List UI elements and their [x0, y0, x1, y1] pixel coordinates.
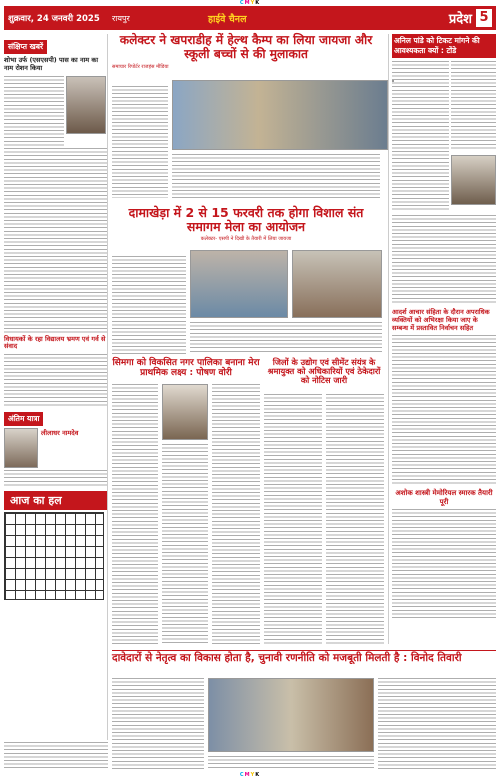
brief1-text — [4, 76, 64, 146]
lead-headline: कलेक्टर ने खपराडीह में हेल्थ कैम्प का लिया जायजा और स्कूली बच्चों से की मुलाकात — [119, 33, 373, 61]
bottom-story — [112, 650, 496, 665]
brief1-title: शोभा उर्फ (एसएसपी) पास का नाम का नाम रोशन किया — [4, 56, 99, 72]
right-photo — [451, 155, 496, 205]
bottom-text-col2 — [378, 678, 496, 770]
lead-photo-1 — [172, 80, 388, 150]
puzzle-head: आज का हल — [4, 491, 107, 510]
brief1-photo — [66, 76, 106, 134]
brief2-text — [4, 354, 107, 406]
story3-photo — [162, 384, 208, 440]
story4-text-col1 — [264, 394, 322, 644]
page-number: 5 — [476, 9, 492, 27]
obit-text — [4, 470, 107, 488]
obit-name: लीलाधर नामदेव — [41, 429, 79, 438]
right-text-2 — [451, 61, 496, 151]
crossword — [4, 512, 104, 600]
right-sub-head: अशोक शास्त्री मेमोरियल स्मारक तैयारी पूरी — [395, 489, 493, 506]
bottom-text-caption — [208, 756, 374, 770]
brief2-title: विधायकों के रहा विद्यालय भ्रमण एवं गर्व से संवाद — [4, 334, 106, 351]
cmyk-marks-top: CMYK — [239, 0, 261, 6]
story3 — [112, 358, 260, 378]
right-text-5 — [392, 509, 496, 619]
brief-head: संक्षिप्त खबरें — [4, 40, 47, 54]
story2-text-col1 — [112, 256, 186, 354]
story3-text-col1 — [112, 384, 158, 644]
left-sidebar — [4, 34, 108, 740]
right-column — [388, 34, 496, 644]
story3-text-col3 — [212, 384, 260, 644]
lead-byline: समाचार रिपोर्टर राजहंस मीडिया — [112, 64, 169, 71]
right-text-3 — [392, 215, 496, 305]
story2-photo-1 — [190, 250, 288, 318]
masthead-city: रायपुर — [112, 13, 130, 23]
section-name: प्रदेश — [448, 12, 472, 27]
bottom-headline: दावेदारों से नेतृत्व का विकास होता है, चुनावी रणनीति को मजबूती मिलती है : विनोद तिवारी — [112, 652, 462, 664]
obit-head: अंतिम यात्रा — [4, 412, 43, 426]
story3-text-col2 — [162, 444, 208, 644]
lead-story — [112, 34, 380, 70]
masthead-date: शुक्रवार, 24 जनवरी 2025 — [8, 13, 100, 24]
story2 — [112, 206, 380, 242]
story4-text-col2 — [326, 394, 384, 644]
story3-headline: सिमगा को विकसित नगर पालिका बनाना मेरा प्राथमिक लक्ष्य : पोषण वोरी — [112, 358, 260, 379]
right-text-1 — [392, 61, 449, 211]
right-head: अनिल पांडे को टिकट मांगने की आवश्यकता क्यों : टोंडे — [392, 34, 496, 58]
story2-byline: कलेक्टर- एसपी ने दिखी के तैयारी में लिया जायजा — [200, 236, 292, 242]
story2-text-cols — [190, 322, 382, 354]
bottom-text-col1 — [112, 678, 204, 770]
story2-headline: दामाखेड़ा में 2 से 15 फरवरी तक होगा विशाल संत समागम मेला का आयोजन — [128, 205, 364, 234]
masthead — [4, 6, 496, 30]
brief1-text-cont — [4, 148, 107, 333]
bottom-photo — [208, 678, 374, 752]
lead-text-cols — [172, 154, 380, 200]
story2-photo-2 — [292, 250, 382, 318]
obit-photo — [4, 428, 38, 468]
cmyk-marks-bottom: CMYK — [239, 772, 261, 778]
story4-headline: जिलों के उद्योग एवं सीमेंट संयंत्र के श्रमायुक्त को अधिकारियों एवं ठेकेदारों को नोटिस जारी — [267, 357, 381, 386]
story4 — [264, 358, 384, 386]
left-bottom-text — [4, 742, 108, 770]
masthead-title: हाईवे चैनल — [208, 13, 247, 25]
right-mid-head: आदर्श आचार संहिता के दौरान अपराधिक व्यक्तियों को अभिरक्षा किया जाए के सम्बन्ध में प्रस्तावित निर्वाचन सहित — [392, 308, 490, 332]
right-text-4 — [392, 335, 496, 485]
lead-text-col1 — [112, 86, 168, 198]
